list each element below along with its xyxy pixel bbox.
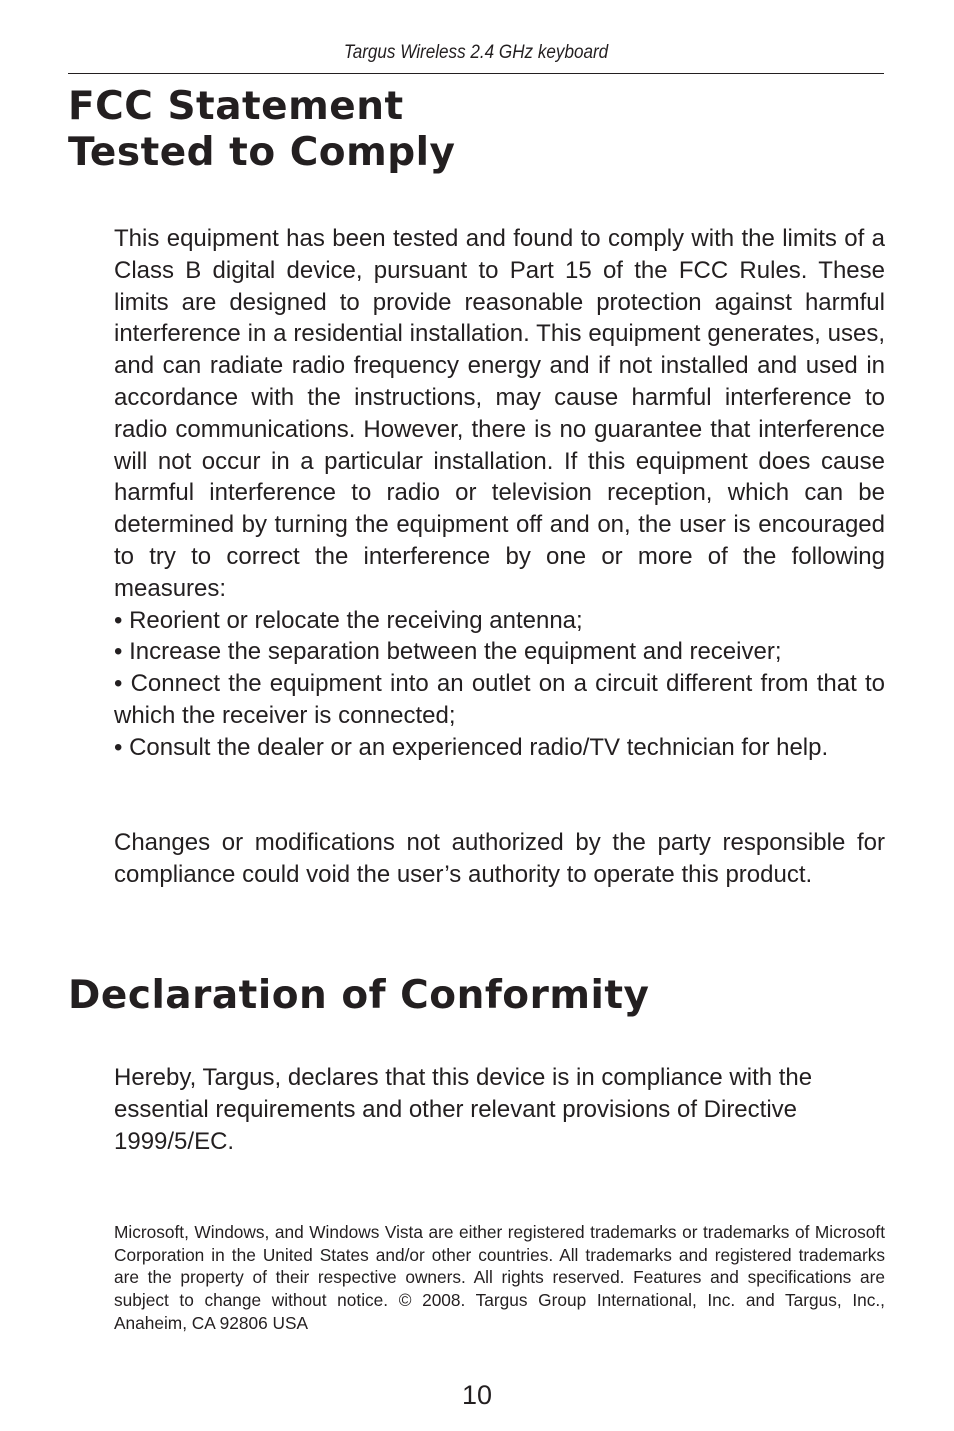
trademark-notice: Microsoft, Windows, and Windows Vista are either registered trademarks or trademarks of Microsoft Corporation in the United States and/or other countries. All trademarks and registered trademarks are the property of their respective owners. All rights reserved. Features and specifications are subject to change without notice. © 2008. Targus Group International, Inc. and Targus, Inc., Anaheim, CA 92806 USA [114, 1222, 885, 1333]
measure-item: • Reorient or relocate the receiving antenna; [114, 606, 583, 634]
measure-item: • Connect the equipment into an outlet on a circuit different from that to which the receiver is connected; [114, 670, 885, 729]
measures-list [114, 605, 885, 764]
declaration-paragraph [114, 1062, 885, 1157]
measure-item: • Consult the dealer or an experienced radio/TV technician for help. [114, 733, 829, 761]
fcc-heading-line2: Tested to Comply [68, 130, 456, 175]
declaration-line: 1999/5/EC. [114, 1127, 235, 1155]
fcc-statement-paragraph: This equipment has been tested and found to comply with the limits of a Class B digital device, pursuant to Part 15 of the FCC Rules. These limits are designed to provide reasonable protection against harmful interference in a residential installation. This equipment generates, uses, and can radiate radio frequency energy and if not installed and used in accordance with the instructions, may cause harmful interference to radio communications. However, there is no guarantee that interference will not occur in a particular installation. If this equipment does cause harmful interference to radio or television reception, which can be determined by turning the equipment off and on, the user is encouraged to try to correct the interference by one or more of the following measures: [114, 225, 885, 602]
fcc-section-body [114, 223, 885, 764]
fcc-heading-line1: FCC Statement [68, 84, 404, 129]
header-rule [68, 73, 884, 74]
declaration-heading: Declaration of Conformity [68, 973, 650, 1018]
running-header: Targus Wireless 2.4 GHz keyboard [343, 42, 609, 63]
fcc-heading [68, 84, 455, 176]
declaration-line: Hereby, Targus, declares that this device is in compliance with the [114, 1064, 813, 1091]
measure-item: • Increase the separation between the equipment and receiver; [114, 638, 782, 666]
changes-paragraph: Changes or modifications not authorized by the party responsible for compliance could void the user’s authority to operate this product. [114, 829, 885, 888]
page-number: 10 [461, 1380, 493, 1410]
declaration-line: essential requirements and other relevant provisions of Directive [114, 1095, 798, 1123]
